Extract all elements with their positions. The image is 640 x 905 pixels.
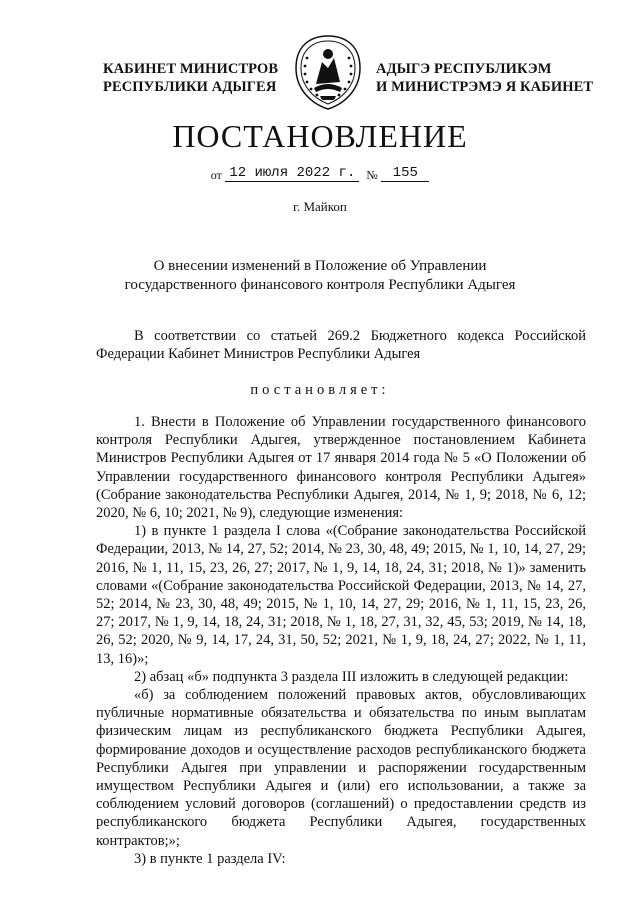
decree-word: постановляет: bbox=[250, 382, 390, 398]
header-right-line: АДЫГЭ РЕСПУБЛИКЭМ bbox=[376, 61, 552, 77]
document-title: ПОСТАНОВЛЕНИЕ bbox=[172, 118, 468, 154]
document-date: 12 июля 2022 г. bbox=[225, 165, 359, 182]
paragraph: 1) в пункте 1 раздела I слова «(Собрание законодательства Российской Федерации, 2013, № 14, 27, 52; 2014, № 23, 30, 48, 49; 2015, № 1, 10, 14, 27, 29; 2016, № 1, 11, 15, 23, 26, 27; 2017, № 1, 9, 14, 18, 24, 31; 2018, № 1)» заменить словами «(Собрание законодательства Российской Федерации, 2013, № 14, 27, 52; 2014, № 23, 30, 48, 49; 2015, № 1, 10, 14, 27, 29; 2016, № 1, 11, 15, 23, 26, 27; 2017, № 1, 9, 14, 18, 24, 31; 2018, № 1, 18, 27, 31, 32, 45, 53; 2019, № 14, 18, 26, 52; 2020, № 9, 14, 17, 24, 31, 50, 52; 2021, № 1, 9, 18, 24, 27; 2022, № 1, 11, 13, 16)»; bbox=[96, 523, 586, 667]
intro-paragraph: В соответствии со статьей 269.2 Бюджетного кодекса Российской Федерации Кабинет Министров Республики Адыгея bbox=[96, 328, 586, 363]
date-line bbox=[0, 165, 640, 183]
intro-block bbox=[96, 327, 586, 363]
paragraph: 2) абзац «б» подпункта 3 раздела III изложить в следующей редакции: bbox=[134, 668, 569, 685]
document-number: 155 bbox=[381, 165, 429, 182]
header-left-line: КАБИНЕТ МИНИСТРОВ bbox=[103, 61, 279, 77]
paragraph: «б) за соблюдением положений правовых актов, обусловливающих публичные нормативные обязательства и обязательства по иным выплатам физическим лицам из республиканского бюджета Республики Адыгея, формирование доходов и осуществление расходов республиканского бюджета Республики Адыгея при управлении и распоряжении государственным имуществом Республики Адыгея и (или) его использовании, а также за соблюдением условий договоров (соглашений) о предоставлении средств из республиканского бюджета Республики Адыгея, государственных контрактов;»; bbox=[96, 687, 586, 849]
header-right bbox=[376, 60, 606, 96]
subject-line: государственного финансового контроля Республики Адыгея bbox=[124, 277, 516, 293]
paragraph: 3) в пункте 1 раздела IV: bbox=[134, 850, 286, 867]
header-left bbox=[103, 60, 293, 96]
number-label: № bbox=[366, 168, 378, 182]
subject-line: О внесении изменений в Положение об Управлении bbox=[153, 258, 487, 274]
header-left-line: РЕСПУБЛИКИ АДЫГЕЯ bbox=[103, 79, 277, 95]
header-right-line: И МИНИСТРЭМЭ Я КАБИНЕТ bbox=[376, 79, 594, 95]
date-from-label: от bbox=[210, 168, 222, 182]
document-subject bbox=[100, 257, 540, 295]
city-name: г. Майкоп bbox=[293, 199, 347, 214]
paragraph: 1. Внести в Положение об Управлении государственного финансового контроля Республики Адыгея, утвержденное постановлением Кабинета Министров Республики Адыгея от 17 января 2014 года № 5 «О Положении об Управлении государственного финансового контроля Республики Адыгея» (Собрание законодательства Республики Адыгея, 2014, № 1, 9; 2018, № 6, 12; 2020, № 6, 10; 2021, № 9), следующие изменения: bbox=[96, 414, 586, 522]
main-text bbox=[96, 413, 586, 868]
coat-of-arms-emblem bbox=[290, 32, 366, 112]
